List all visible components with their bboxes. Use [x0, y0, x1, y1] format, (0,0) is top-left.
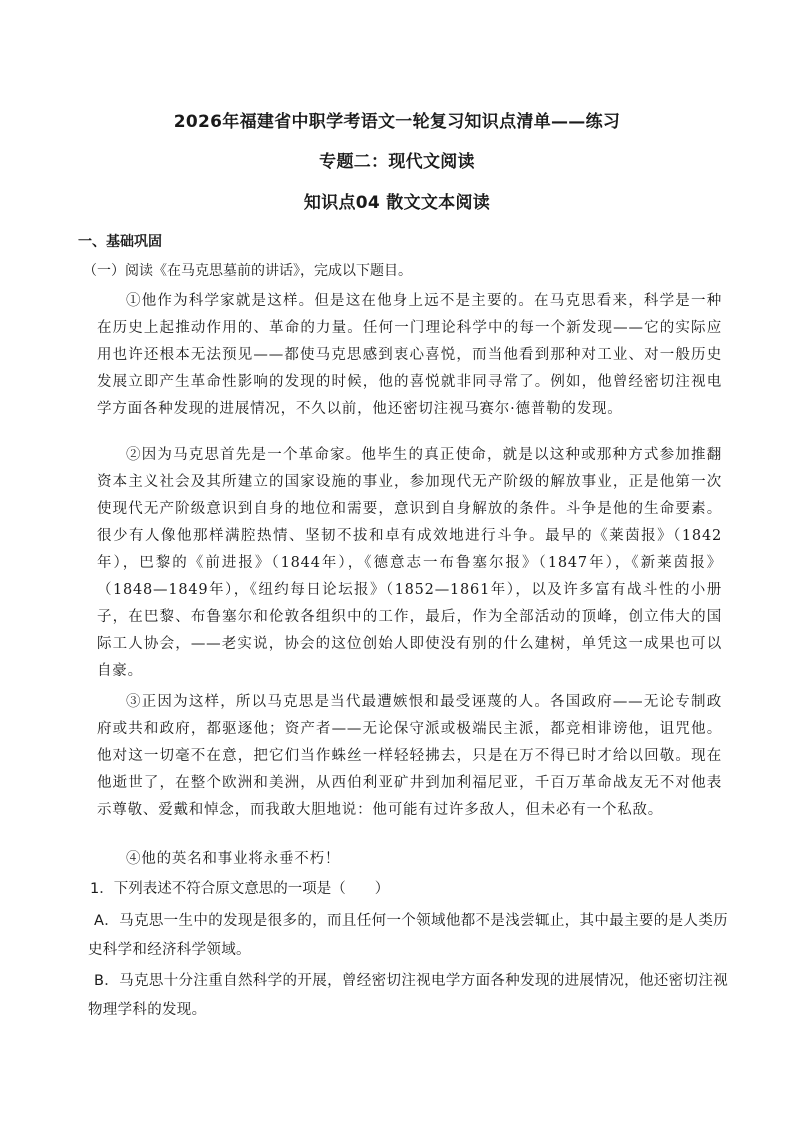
option-a: A．马克思一生中的发现是很多的，而且任何一个领域他都不是浅尝辄止，其中最主要的是人类历史科学和经济科学领域。	[88, 913, 728, 958]
option-b: B．马克思十分注重自然科学的开展，曾经密切注视电学方面各种发现的进展情况，他还密切注视物理学科的发现。	[88, 973, 728, 1018]
document-title: 2026年福建省中职学考语文一轮复习知识点清单——练习	[173, 112, 621, 132]
question-1: 1．下列表述不符合原文意思的一项是（ ）	[90, 881, 390, 897]
section-heading: 一、基础巩固	[78, 234, 162, 250]
passage-paragraph-4: ④他的英名和事业将永垂不朽！	[126, 851, 341, 867]
topic-heading: 知识点04 散文文本阅读	[303, 193, 491, 213]
passage-paragraph-3: ③正因为这样，所以马克思是当代最遭嫉恨和最受诬蔑的人。各国政府——无论专制政府或共和政府，都驱逐他；资产者——无论保守派或极端民主派，都竞相诽谤他，诅咒他。他对这一切毫不在意，把它们当作蛛丝一样轻轻拂去，只是在万不得已时才给以回敬。现在他逝世了，在整个欧洲和美洲，从西伯利亚矿井到加利福尼亚，千百万革命战友无不对他表示尊敬、爱戴和悼念，而我敢大胆地说：他可能有过许多敌人，但未必有一个私敌。	[97, 694, 722, 818]
reading-instruction: （一）阅读《在马克思墓前的讲话》，完成以下题目。	[83, 263, 412, 279]
document-subtitle: 专题二：现代文阅读	[319, 152, 475, 172]
passage-paragraph-1: ①他作为科学家就是这样。但是这在他身上远不是主要的。在马克思看来，科学是一种在历史上起推动作用的、革命的力量。任何一门理论科学中的每一个新发现——它的实际应用也许还根本无法预见——都使马克思感到衷心喜悦，而当他看到那种对工业、对一般历史发展立即产生革命性影响的发现的时候，他的喜悦就非同寻常了。例如，他曾经密切注视电学方面各种发现的进展情况，不久以前，他还密切注视马赛尔·德普勒的发现。	[97, 293, 722, 417]
passage-paragraph-2: ②因为马克思首先是一个革命家。他毕生的真正使命，就是以这种或那种方式参加推翻资本主义社会及其所建立的国家设施的事业，参加现代无产阶级的解放事业，正是他第一次使现代无产阶级意识到自身的地位和需要，意识到自身解放的条件。斗争是他的生命要素。很少有人像他那样满腔热情、坚韧不拔和卓有成效地进行斗争。最早的《莱茵报》（1842年），巴黎的《前进报》（1844年），《德意志一布鲁塞尔报》（1847年），《新莱茵报》（1848—1849年），《纽约每日论坛报》（1852—1861年），以及许多富有战斗性的小册子，在巴黎、布鲁塞尔和伦敦各组织中的工作，最后，作为全部活动的顶峰，创立伟大的国际工人协会，——老实说，协会的这位创始人即使没有别的什么建树，单凭这一成果也可以自豪。	[97, 447, 722, 679]
